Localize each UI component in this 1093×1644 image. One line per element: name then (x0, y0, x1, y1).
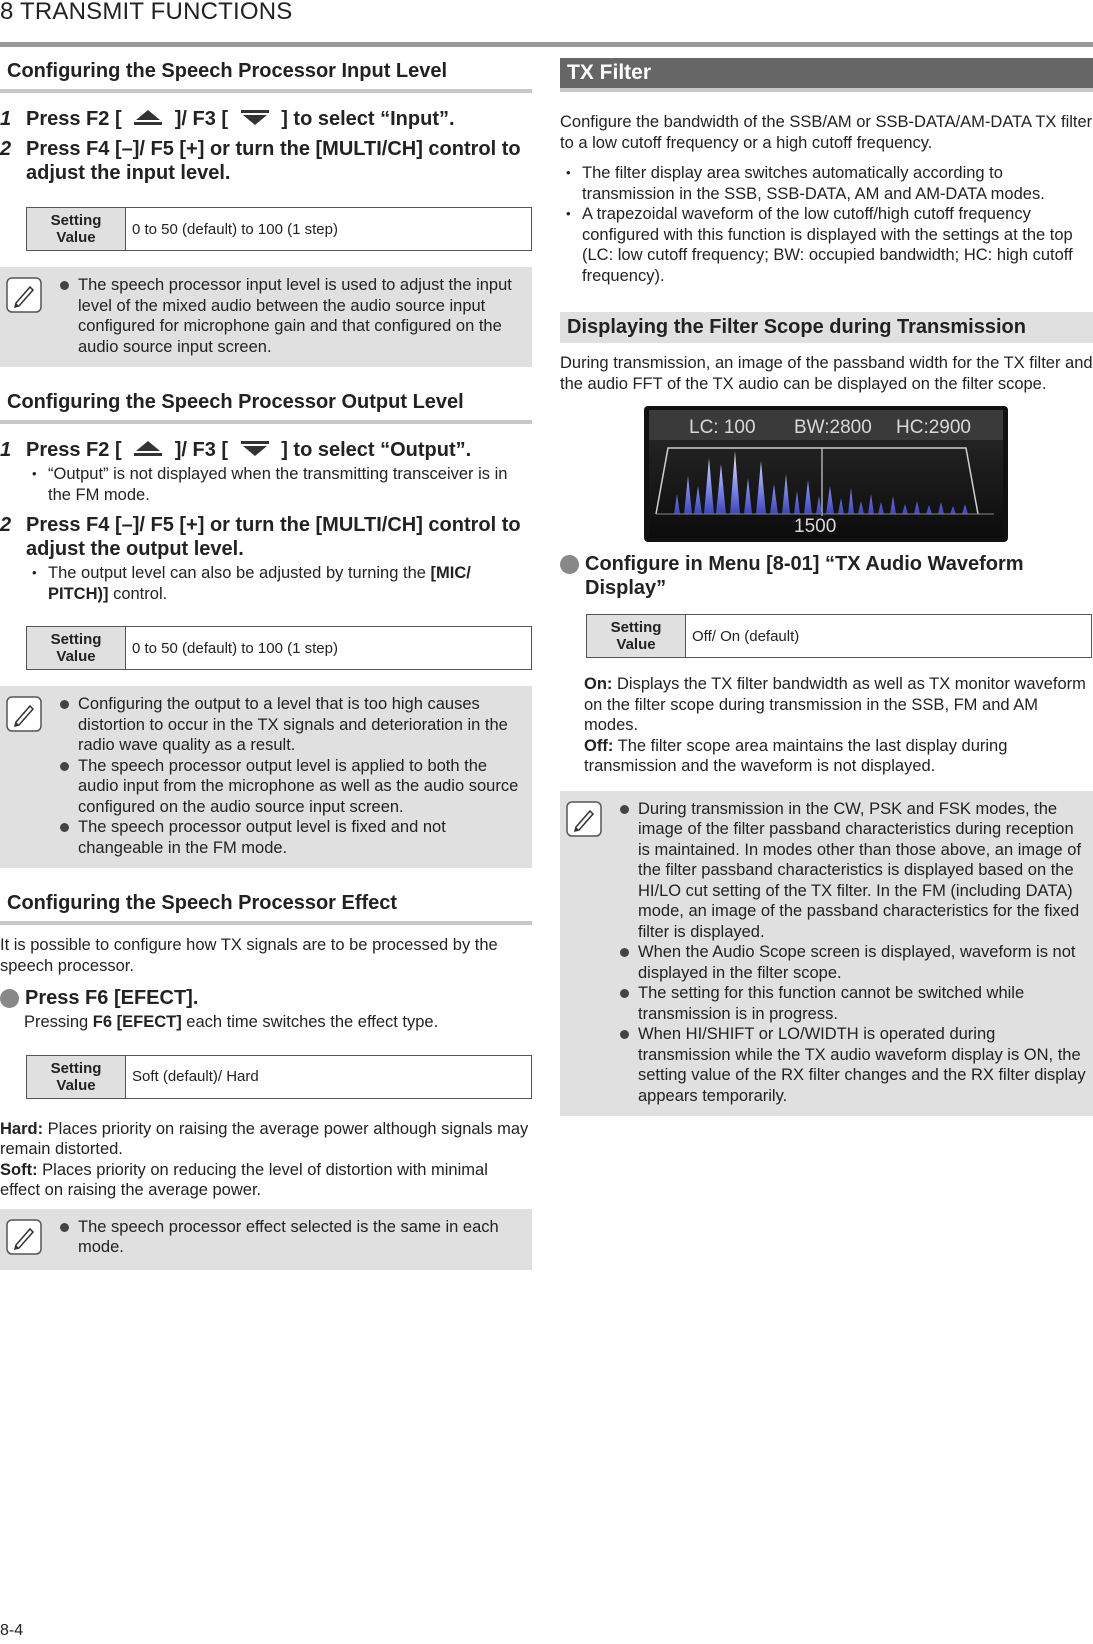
note-item: When the Audio Scope screen is displayed, waveform is not displayed in the filter scope. (614, 942, 1089, 983)
step-text: Press F6 [EFECT]. (25, 987, 199, 1009)
output-step-2 (0, 513, 532, 561)
note-item: The speech processor input level is used to adjust the input level of the mixed audio between the audio source input configured for microphone gain and that configured on the audio source input screen. (54, 275, 528, 357)
scope-bw-label: BW:2800 (794, 417, 872, 438)
scope-setting-table (586, 614, 1092, 658)
right-column (560, 58, 1093, 1116)
output-setting-table (26, 626, 532, 670)
tx-filter-heading: TX Filter (560, 58, 1093, 92)
down-arrow-icon (234, 438, 276, 459)
bullet-item: • A trapezoidal waveform of the low cutoff/high cutoff frequency configured with this function is displayed with the settings at the top (LC: low cutoff frequency; BW: occupied bandwidth; HC: high cutoff frequency). (560, 204, 1093, 286)
effect-hard-def: Hard: Places priority on raising the average power although signals may remain distorted. (0, 1119, 529, 1158)
input-setting-table (26, 207, 532, 251)
step-circle-icon (560, 555, 579, 574)
step-text: Press F2 [ (26, 108, 122, 130)
page-header-title: 8 TRANSMIT FUNCTIONS (0, 0, 293, 25)
down-arrow-icon (234, 107, 276, 128)
input-step-2 (0, 137, 532, 185)
step-circle-icon (0, 989, 19, 1008)
setting-label: Setting Value (27, 208, 126, 251)
step-text: Press F4 [–]/ F5 [+] or turn the [MULTI/CH] control to adjust the output level. (26, 514, 521, 560)
step-number: 1 (0, 439, 12, 461)
filter-scope-intro: During transmission, an image of the passband width for the TX filter and the audio FFT of the TX audio can be displayed on the filter scope. (560, 354, 1093, 393)
setting-value: 0 to 50 (default) to 100 (1 step) (126, 208, 532, 251)
scope-hc-label: HC:2900 (896, 417, 971, 438)
setting-value: Off/ On (default) (686, 615, 1092, 658)
step-text: ] to select “Output”. (281, 439, 472, 461)
pencil-note-icon (6, 277, 42, 313)
output-step-1 (0, 438, 532, 462)
step-text: ]/ F3 [ (174, 108, 229, 130)
effect-note (0, 1209, 532, 1271)
note-item: The speech processor output level is fixed and not changeable in the FM mode. (54, 817, 528, 858)
setting-label: Setting Value (27, 627, 126, 670)
filter-scope-heading: Displaying the Filter Scope during Transmission (560, 312, 1093, 343)
effect-intro: It is possible to configure how TX signals are to be processed by the speech processor. (0, 936, 498, 975)
output-note (0, 686, 532, 868)
input-note (0, 267, 532, 367)
scope-on-def: On: Displays the TX filter bandwidth as well as TX monitor waveform on the filter scope during transmission in the SSB, FM and AM modes. (584, 675, 1086, 734)
note-item: During transmission in the CW, PSK and FSK modes, the image of the filter passband characteristics during reception is maintained. In modes other than those above, an image of the filter passband characteristics is displayed based on the HI/LO cut setting of the TX filter. In the FM (including DATA) mode, an image of the passband characteristics for the fixed filter is displayed. (614, 799, 1089, 943)
note-item: The speech processor output level is applied to both the audio input from the microphone as well as the audio source configured on the audio source input screen. (54, 756, 528, 818)
step-number: 2 (0, 138, 12, 160)
step-text: Press F2 [ (26, 439, 122, 461)
pencil-note-icon (6, 696, 42, 732)
bullet-item: • “Output” is not displayed when the transmitting transceiver is in the FM mode. (26, 464, 532, 505)
up-arrow-icon (127, 107, 169, 128)
note-item: The setting for this function cannot be switched while transmission is in progress. (614, 983, 1089, 1024)
step-text: Configure in Menu [8-01] “TX Audio Waveform Display” (585, 553, 1024, 599)
output-level-heading: Configuring the Speech Processor Output Level (0, 389, 532, 424)
step-text: Press F4 [–]/ F5 [+] or turn the [MULTI/CH] control to adjust the input level. (26, 138, 521, 184)
effect-heading: Configuring the Speech Processor Effect (0, 890, 532, 925)
bullet-item: • The filter display area switches automatically according to transmission in the SSB, SSB-DATA, AM and AM-DATA modes. (560, 163, 1093, 204)
menu-step (560, 552, 1093, 600)
effect-setting-table (26, 1055, 532, 1099)
scope-lc-label: LC: 100 (689, 417, 756, 438)
up-arrow-icon (127, 438, 169, 459)
step-text: ]/ F3 [ (174, 439, 229, 461)
input-level-heading: Configuring the Speech Processor Input Level (0, 58, 532, 93)
scope-off-def: Off: The filter scope area maintains the last display during transmission and the waveform is not displayed. (584, 736, 1008, 775)
step-text: ] to select “Input”. (281, 108, 455, 130)
effect-step-desc: Pressing F6 [EFECT] each time switches the effect type. (24, 1013, 439, 1031)
setting-value: 0 to 50 (default) to 100 (1 step) (126, 627, 532, 670)
input-step-1 (0, 107, 532, 131)
header-rule (0, 42, 1093, 47)
tx-filter-intro: Configure the bandwidth of the SSB/AM or SSB-DATA/AM-DATA TX filter to a low cutoff frequency or a high cutoff frequency. (560, 113, 1093, 152)
setting-value: Soft (default)/ Hard (126, 1055, 532, 1098)
effect-soft-def: Soft: Places priority on reducing the level of distortion with minimal effect on raising the average power. (0, 1160, 488, 1199)
step-number: 1 (0, 108, 12, 130)
setting-label: Setting Value (27, 1055, 126, 1098)
pencil-note-icon (566, 801, 602, 837)
filter-scope-screen (644, 406, 1008, 542)
scope-center-freq: 1500 (794, 516, 837, 537)
pencil-note-icon (6, 1219, 42, 1255)
note-item: Configuring the output to a level that is too high causes distortion to occur in the TX signals and deterioration in the radio wave quality as a result. (54, 694, 528, 756)
bullet-item: • The output level can also be adjusted by turning the [MIC/ PITCH)] control. (26, 563, 532, 604)
effect-step (0, 986, 532, 1010)
left-column (0, 58, 532, 1270)
step-number: 2 (0, 514, 12, 536)
scope-note (560, 791, 1093, 1117)
note-item: When HI/SHIFT or LO/WIDTH is operated during transmission while the TX audio waveform display is ON, the setting value of the RX filter changes and the RX filter display appears temporarily. (614, 1024, 1089, 1106)
page-number: 8-4 (0, 1622, 24, 1639)
setting-label: Setting Value (587, 615, 686, 658)
note-item: The speech processor effect selected is the same in each mode. (54, 1217, 528, 1258)
